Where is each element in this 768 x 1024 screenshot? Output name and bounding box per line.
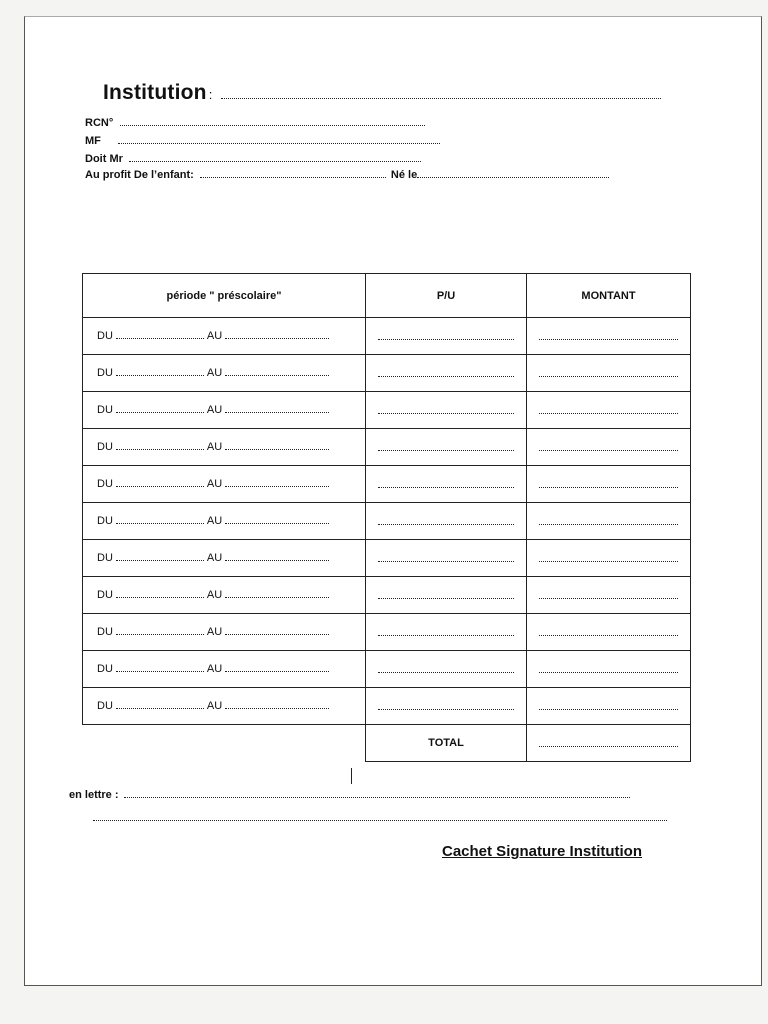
au-field[interactable] [225, 374, 329, 376]
au-label: AU [206, 700, 223, 712]
du-label: DU [97, 330, 113, 342]
unit-price-cell[interactable] [366, 577, 527, 614]
total-spacer [83, 725, 366, 762]
period-cell [83, 318, 366, 355]
du-label: DU [97, 515, 113, 527]
amount-cell[interactable] [527, 688, 691, 725]
amount-cell[interactable] [527, 466, 691, 503]
table-row [83, 503, 691, 540]
du-field[interactable] [116, 522, 204, 524]
en-lettre-label: en lettre : [69, 789, 119, 801]
rcn-field[interactable] [120, 124, 425, 126]
unit-price-cell[interactable] [366, 540, 527, 577]
period-cell [83, 577, 366, 614]
table-header-row [83, 274, 691, 318]
au-label: AU [206, 478, 223, 490]
amount-cell[interactable] [527, 540, 691, 577]
amount-cell[interactable] [527, 429, 691, 466]
au-field[interactable] [225, 559, 329, 561]
au-field[interactable] [225, 337, 329, 339]
au-label: AU [206, 589, 223, 601]
period-cell [83, 355, 366, 392]
au-field[interactable] [225, 633, 329, 635]
au-label: AU [206, 552, 223, 564]
mf-field[interactable] [118, 142, 440, 144]
du-field[interactable] [116, 633, 204, 635]
du-field[interactable] [116, 337, 204, 339]
au-label: AU [206, 441, 223, 453]
du-field[interactable] [116, 596, 204, 598]
du-field[interactable] [116, 448, 204, 450]
unit-price-cell[interactable] [366, 614, 527, 651]
table-row [83, 688, 691, 725]
unit-price-cell[interactable] [366, 392, 527, 429]
table-row [83, 318, 691, 355]
unit-price-cell[interactable] [366, 503, 527, 540]
amount-cell[interactable] [527, 614, 691, 651]
period-cell [83, 466, 366, 503]
au-field[interactable] [225, 707, 329, 709]
unit-price-cell[interactable] [366, 355, 527, 392]
table-row [83, 392, 691, 429]
unit-price-cell[interactable] [366, 466, 527, 503]
total-label: TOTAL [366, 725, 527, 762]
period-cell [83, 688, 366, 725]
document-sheet [24, 16, 762, 986]
rcn-line [85, 117, 425, 129]
au-field[interactable] [225, 596, 329, 598]
du-field[interactable] [116, 411, 204, 413]
period-cell [83, 651, 366, 688]
total-amount-cell[interactable] [527, 725, 691, 762]
cachet-signature: Cachet Signature Institution [442, 843, 643, 860]
institution-line [103, 81, 661, 105]
au-field[interactable] [225, 522, 329, 524]
mf-label: MF [85, 135, 101, 147]
child-name-field[interactable] [200, 176, 386, 178]
du-label: DU [97, 626, 113, 638]
table-row [83, 540, 691, 577]
unit-price-cell[interactable] [366, 688, 527, 725]
total-row [83, 725, 691, 762]
du-label: DU [97, 404, 113, 416]
doit-line [85, 153, 421, 165]
au-label: AU [206, 626, 223, 638]
amount-cell[interactable] [527, 503, 691, 540]
amount-cell[interactable] [527, 318, 691, 355]
billing-table [82, 273, 691, 762]
ne-le-label: Né le [390, 169, 418, 181]
au-label: AU [206, 330, 223, 342]
table-row [83, 651, 691, 688]
en-lettre-continuation [93, 808, 667, 826]
table-row [83, 466, 691, 503]
du-label: DU [97, 700, 113, 712]
birth-date-field[interactable] [417, 176, 609, 178]
period-cell [83, 614, 366, 651]
du-label: DU [97, 478, 113, 490]
doit-field[interactable] [129, 160, 421, 162]
mf-line [85, 135, 440, 147]
table-row [83, 614, 691, 651]
table-stub-line [351, 768, 352, 784]
du-label: DU [97, 663, 113, 675]
amount-cell[interactable] [527, 355, 691, 392]
au-field[interactable] [225, 670, 329, 672]
profit-line [85, 169, 609, 181]
period-cell [83, 503, 366, 540]
du-field[interactable] [116, 559, 204, 561]
profit-label: Au profit De l’enfant: [85, 169, 194, 181]
du-label: DU [97, 552, 113, 564]
du-field[interactable] [116, 374, 204, 376]
au-label: AU [206, 515, 223, 527]
au-field[interactable] [225, 448, 329, 450]
au-label: AU [206, 367, 223, 379]
unit-price-header: P/U [366, 274, 527, 318]
unit-price-cell[interactable] [366, 651, 527, 688]
period-cell [83, 392, 366, 429]
au-label: AU [206, 404, 223, 416]
au-label: AU [206, 663, 223, 675]
unit-price-cell[interactable] [366, 429, 527, 466]
rcn-label: RCN° [85, 117, 114, 129]
au-field[interactable] [225, 411, 329, 413]
table-row [83, 355, 691, 392]
du-label: DU [97, 367, 113, 379]
au-field[interactable] [225, 485, 329, 487]
period-cell [83, 540, 366, 577]
amount-cell[interactable] [527, 392, 691, 429]
institution-label: Institution [103, 81, 207, 104]
en-lettre-field[interactable] [124, 796, 630, 798]
du-label: DU [97, 589, 113, 601]
period-header: période " préscolaire" [83, 274, 366, 318]
en-lettre-line [69, 789, 630, 801]
doit-label: Doit Mr [85, 153, 123, 165]
table-row [83, 577, 691, 614]
institution-field[interactable] [221, 97, 661, 99]
amount-header: MONTANT [527, 274, 691, 318]
du-field[interactable] [116, 707, 204, 709]
du-field[interactable] [116, 670, 204, 672]
unit-price-cell[interactable] [366, 318, 527, 355]
table-row [83, 429, 691, 466]
amount-cell[interactable] [527, 651, 691, 688]
period-cell [83, 429, 366, 466]
en-lettre-field-2[interactable] [93, 819, 667, 821]
institution-colon: : [208, 87, 213, 102]
du-field[interactable] [116, 485, 204, 487]
du-label: DU [97, 441, 113, 453]
amount-cell[interactable] [527, 577, 691, 614]
